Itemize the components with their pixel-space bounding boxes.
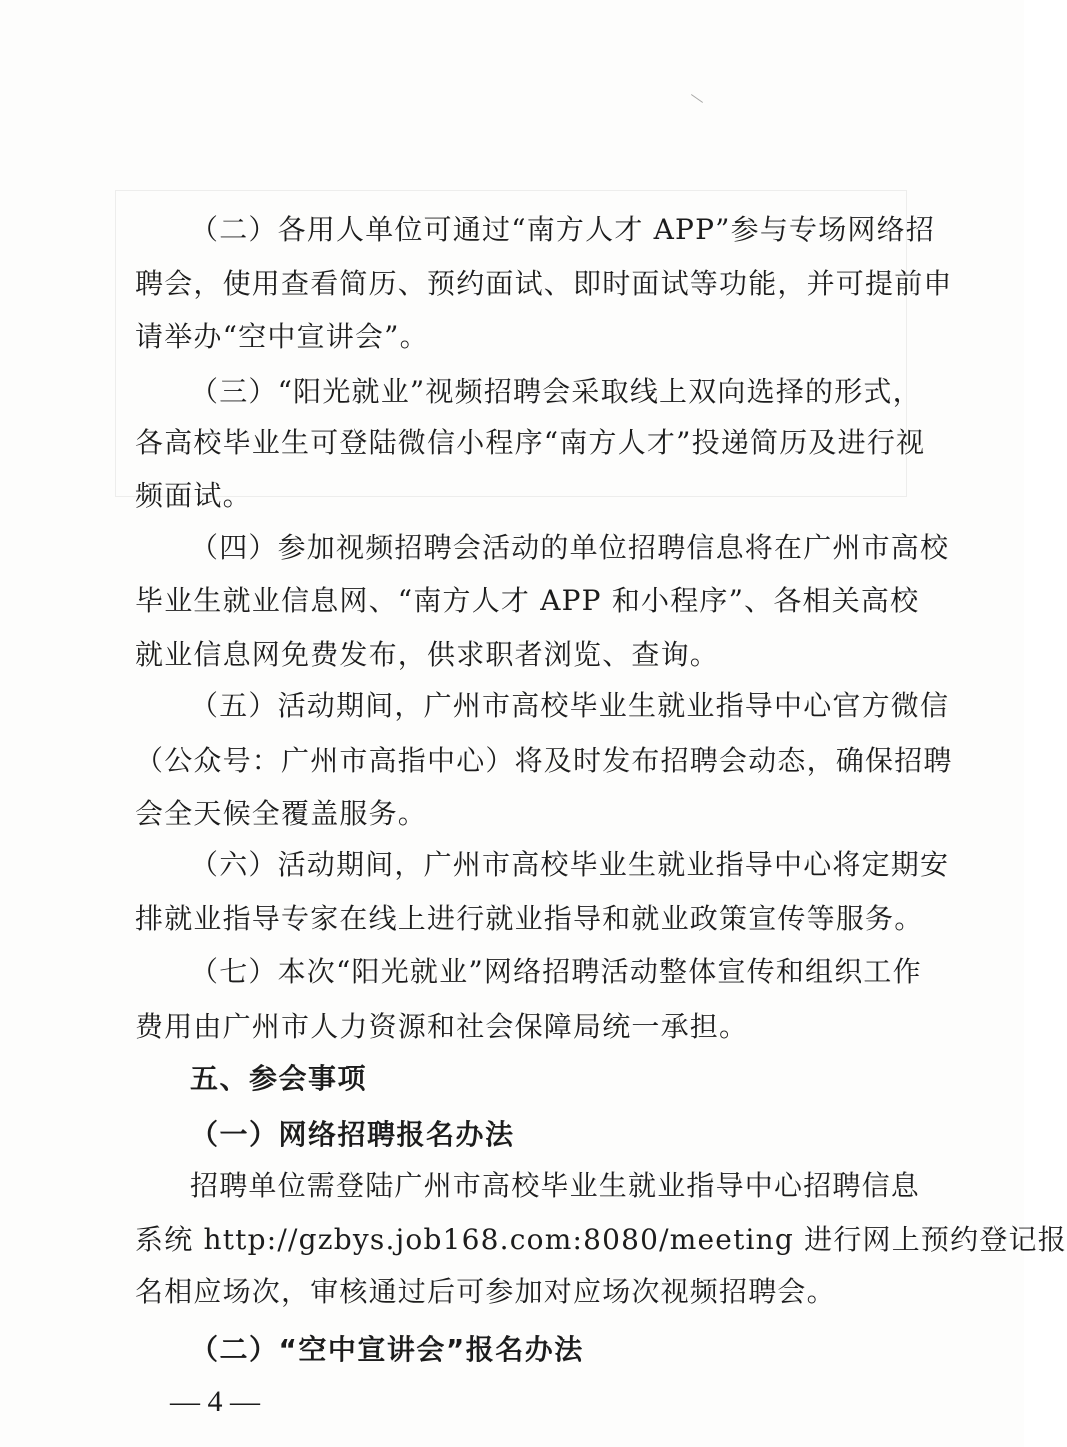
para-3-line-2: 各高校毕业生可登陆微信小程序“南方人才”投递简历及进行视 xyxy=(135,426,926,459)
para-4-line-2: 毕业生就业信息网、“南方人才 APP 和小程序”、各相关高校 xyxy=(135,584,920,617)
sub1-line-1: 招聘单位需登陆广州市高校毕业生就业指导中心招聘信息 xyxy=(190,1169,921,1202)
para-2-line-3: 请举办“空中宣讲会”。 xyxy=(135,320,429,353)
para-6-line-2: 排就业指导专家在线上进行就业指导和就业政策宣传等服务。 xyxy=(135,902,924,935)
para-4-line-1: （四）参加视频招聘会活动的单位招聘信息将在广州市高校 xyxy=(190,531,950,564)
page-number: — 4 — xyxy=(170,1385,260,1418)
para-5-line-3: 会全天候全覆盖服务。 xyxy=(135,797,428,830)
section-heading: 五、参会事项 xyxy=(190,1062,368,1095)
para-2-line-2: 聘会，使用查看简历、预约面试、即时面试等功能，并可提前申 xyxy=(135,267,953,300)
sub1-line-3: 名相应场次，审核通过后可参加对应场次视频招聘会。 xyxy=(135,1275,836,1308)
para-2-line-1: （二）各用人单位可通过“南方人才 APP”参与专场网络招 xyxy=(190,213,936,246)
para-3-line-3: 频面试。 xyxy=(135,479,252,512)
para-5-line-1: （五）活动期间，广州市高校毕业生就业指导中心官方微信 xyxy=(190,689,950,722)
para-7-line-2: 费用由广州市人力资源和社会保障局统一承担。 xyxy=(135,1010,749,1043)
para-6-line-1: （六）活动期间，广州市高校毕业生就业指导中心将定期安 xyxy=(190,848,950,881)
subsection-2-heading: （二）“空中宣讲会”报名办法 xyxy=(190,1333,584,1366)
para-7-line-1: （七）本次“阳光就业”网络招聘活动整体宣传和组织工作 xyxy=(190,955,922,988)
subsection-1-heading: （一）网络招聘报名办法 xyxy=(190,1118,515,1151)
sub1-line-2: 系统 http://gzbys.job168.com:8080/meeting 进行网上预约登记报 xyxy=(135,1223,1067,1256)
scan-mark xyxy=(691,94,703,103)
para-3-line-1: （三）“阳光就业”视频招聘会采取线上双向选择的形式， xyxy=(190,375,922,408)
para-5-line-2: （公众号：广州市高指中心）将及时发布招聘会动态，确保招聘 xyxy=(135,744,953,777)
para-4-line-3: 就业信息网免费发布，供求职者浏览、查询。 xyxy=(135,638,720,671)
